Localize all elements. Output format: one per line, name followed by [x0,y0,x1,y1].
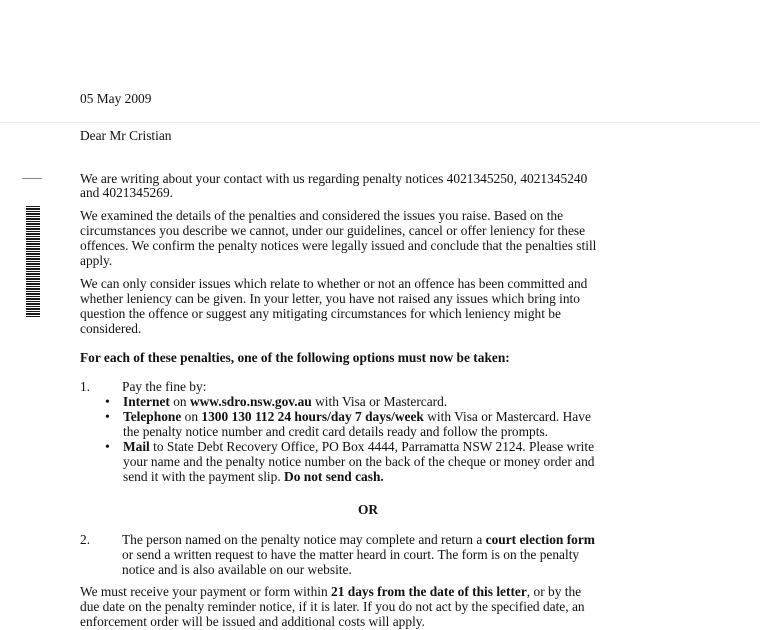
court-election-line: The person named on the penalty notice may complete and return a court election form [122,532,595,547]
option-number: 1. [80,379,91,394]
court-election-line-3: notice and is also available on our website. [122,562,352,577]
mail-line: Mail to State Debt Recovery Office, PO Box 4444, Parramatta NSW 2124. Please write [123,439,595,454]
options-heading: For each of these penalties, one of the following options must now be taken: [80,350,510,365]
closing-line-2: due date on the penalty reminder notice, if it is later. If you do not act by the specified date, an [80,599,585,614]
internet-line: Internet on www.sdro.nsw.gov.au with Visa or Mastercard. [123,394,448,409]
closing-line: We must receive your payment or form within 21 days from the date of this letter, or by the [80,584,582,599]
paragraph-line: apply. [80,253,113,268]
paragraph-line: and 4021345269. [80,185,173,200]
bullet: • [105,410,110,425]
margin-dash [22,178,42,179]
paragraph-line: circumstances you describe we cannot, under our guidelines, cancel or offer leniency for these [80,223,586,238]
paragraph-line: whether leniency can be given. In your letter, you have not raised any issues which bring into [80,291,580,306]
paragraph-line: offences. We confirm the penalty notices were legally issued and conclude that the penalties still [80,238,597,253]
or-separator: OR [358,502,379,517]
mail-line-3: send it with the payment slip. Do not send cash. [123,469,384,484]
option-intro: Pay the fine by: [122,379,207,394]
option-number: 2. [80,532,91,547]
paragraph-line: We are writing about your contact with us regarding penalty notices 4021345250, 4021345240 [80,171,588,186]
telephone-line: Telephone on 1300 130 112 24 hours/day 7 days/week with Visa or Mastercard. Have [123,409,591,424]
mail-line-2: your name and the penalty notice number on the back of the cheque or money order and [123,454,595,469]
paragraph-line: We examined the details of the penalties and considered the issues you raise. Based on the [80,208,564,223]
bullet: • [105,440,110,455]
paragraph-line: We can only consider issues which relate to whether or not an offence has been committed and [80,276,588,291]
salutation: Dear Mr Cristian [80,128,172,143]
letter-date: 05 May 2009 [80,91,152,106]
closing-line-3: enforcement order will be issued and additional costs will apply. [80,614,425,629]
scan-artifact [0,122,760,123]
bullet: • [105,395,110,410]
paragraph-line: considered. [80,321,142,336]
paragraph-line: question the offence or suggest any mitigating circumstances for which leniency might be [80,306,561,321]
barcode [26,206,40,318]
telephone-line-2: the penalty notice number and credit card details ready and follow the prompts. [123,424,549,439]
court-election-line-2: or send a written request to have the matter heard in court. The form is on the penalty [122,547,580,562]
